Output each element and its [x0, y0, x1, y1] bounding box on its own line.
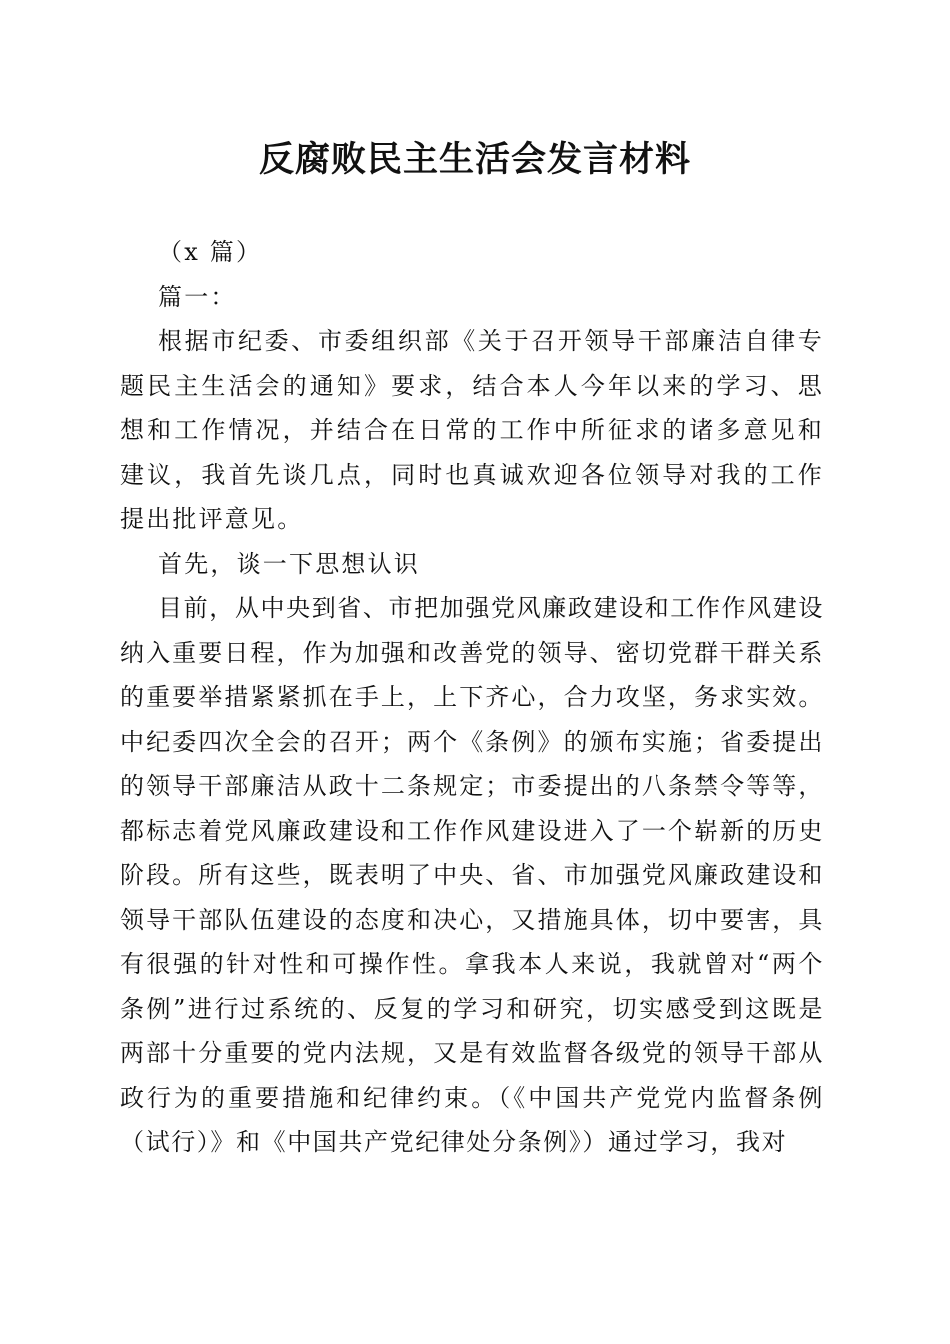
paragraph-main: 目前，从中央到省、市把加强党风廉政建设和工作作风建设纳入重要日程，作为加强和改善党的领导、密切党群干群关系的重要举措紧紧抓在手上，上下齐心，合力攻坚，务求实效。中纪委四次全会的召开；两个《条例》的颁布实施；省委提出的领导干部廉洁从政十二条规定；市委提出的八条禁令等等，都标志着党风廉政建设和工作作风建设进入了一个崭新的历史阶段。所有这些，既表明了中央、省、市加强党风廉政建设和领导干部队伍建设的态度和决心，又措施具体，切中要害，具有很强的针对性和可操作性。拿我本人来说，我就曾对“两个条例”进行过系统的、反复的学习和研究，切实感受到这既是两部十分重要的党内法规，又是有效监督各级党的领导干部从政行为的重要措施和纪律约束。（《中国共产党党内监督条例（试行）》和《中国共产党纪律处分条例》）通过学习，我对 [120, 594, 824, 1156]
document-title: 反腐败民主生活会发言材料 [258, 139, 691, 180]
paragraph-count-note: （x 篇） [158, 238, 263, 266]
document-body [120, 230, 824, 1165]
paragraph-intro: 根据市纪委、市委组织部《关于召开领导干部廉洁自律专题民主生活会的通知》要求，结合本人今年以来的学习、思想和工作情况，并结合在日常的工作中所征求的诸多意见和建议，我首先谈几点，同时也真诚欢迎各位领导对我的工作提出批评意见。 [120, 327, 824, 533]
paragraph-section-label: 篇一： [158, 282, 237, 311]
paragraph-subheading: 首先，谈一下思想认识 [158, 549, 420, 578]
